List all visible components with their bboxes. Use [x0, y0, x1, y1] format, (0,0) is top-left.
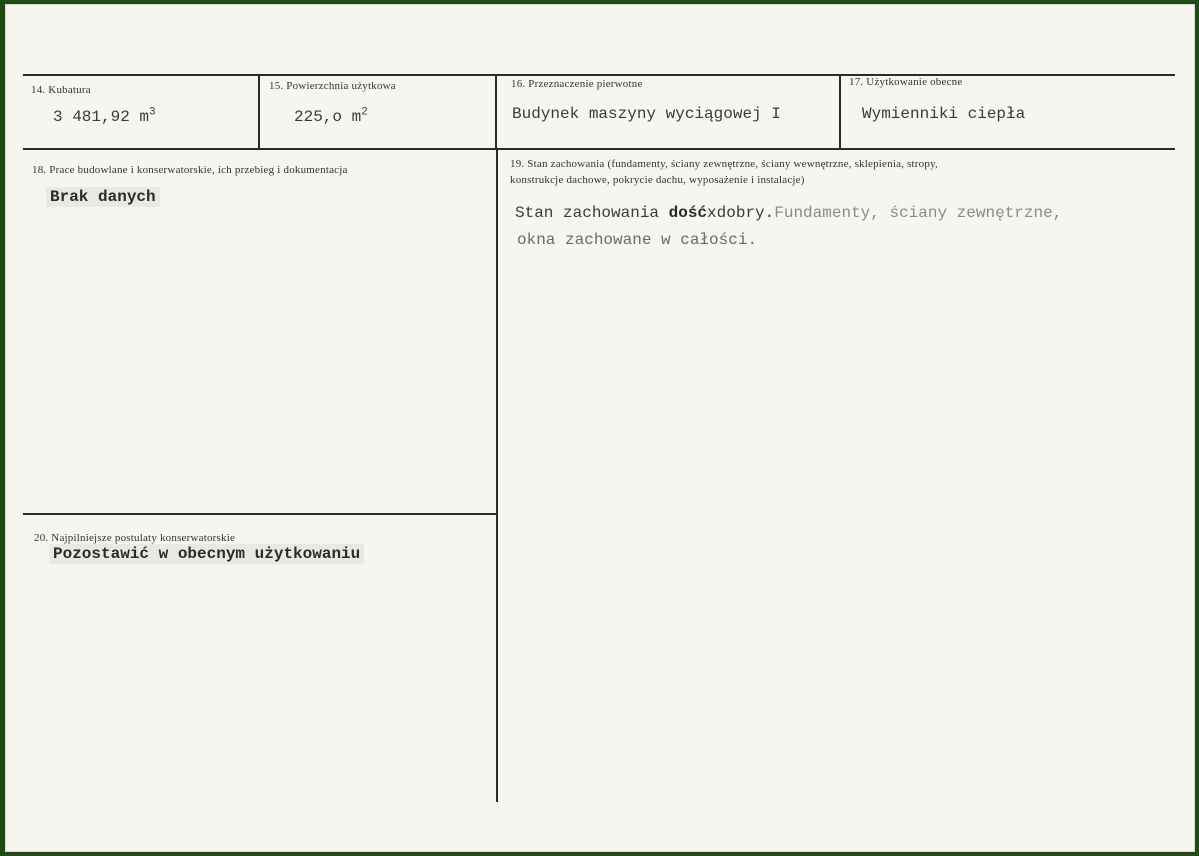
field-19-label-line1: 19. Stan zachowania (fundamenty, ściany zewnętrzne, ściany wewnętrzne, sklepienia, stropy,: [510, 158, 939, 170]
field-20-label: 20. Najpilniejsze postulaty konserwatorskie: [34, 532, 236, 544]
field-17-value: Wymienniki ciepła: [862, 105, 1026, 123]
divider-14-15: [258, 76, 260, 148]
field-18-value: Brak danych: [46, 187, 160, 207]
field-19-value-line2: okna zachowane w całości.: [517, 231, 758, 249]
row-18-20-rule: [23, 513, 496, 515]
row1-bottom-rule: [23, 148, 1175, 150]
field-16-value: Budynek maszyny wyciągowej I: [512, 105, 781, 123]
field-18-label: 18. Prace budowlane i konserwatorskie, ich przebieg i dokumentacja: [32, 164, 348, 176]
field-14-label: 14. Kubatura: [31, 84, 91, 96]
field-19-label-line2: konstrukcje dachowe, pokrycie dachu, wyposażenie i instalacje): [510, 174, 805, 186]
divider-15-16: [495, 76, 497, 148]
field-20-value: Pozostawić w obecnym użytkowaniu: [49, 544, 364, 564]
inventory-card: [5, 4, 1195, 852]
field-19-value-line1: Stan zachowania dośćxdobry.Fundamenty, ściany zewnętrzne,: [515, 204, 1063, 222]
divider-16-17: [839, 76, 841, 148]
field-14-value: 3 481,92 $m^3$: [53, 106, 156, 126]
center-divider: [496, 150, 498, 802]
field-17-label: 17. Użytkowanie obecne: [849, 76, 963, 88]
field-16-label: 16. Przeznaczenie pierwotne: [511, 78, 643, 90]
field-15-value: 225,o $m^2$: [294, 106, 368, 126]
field-15-label: 15. Powierzchnia użytkowa: [269, 80, 396, 92]
